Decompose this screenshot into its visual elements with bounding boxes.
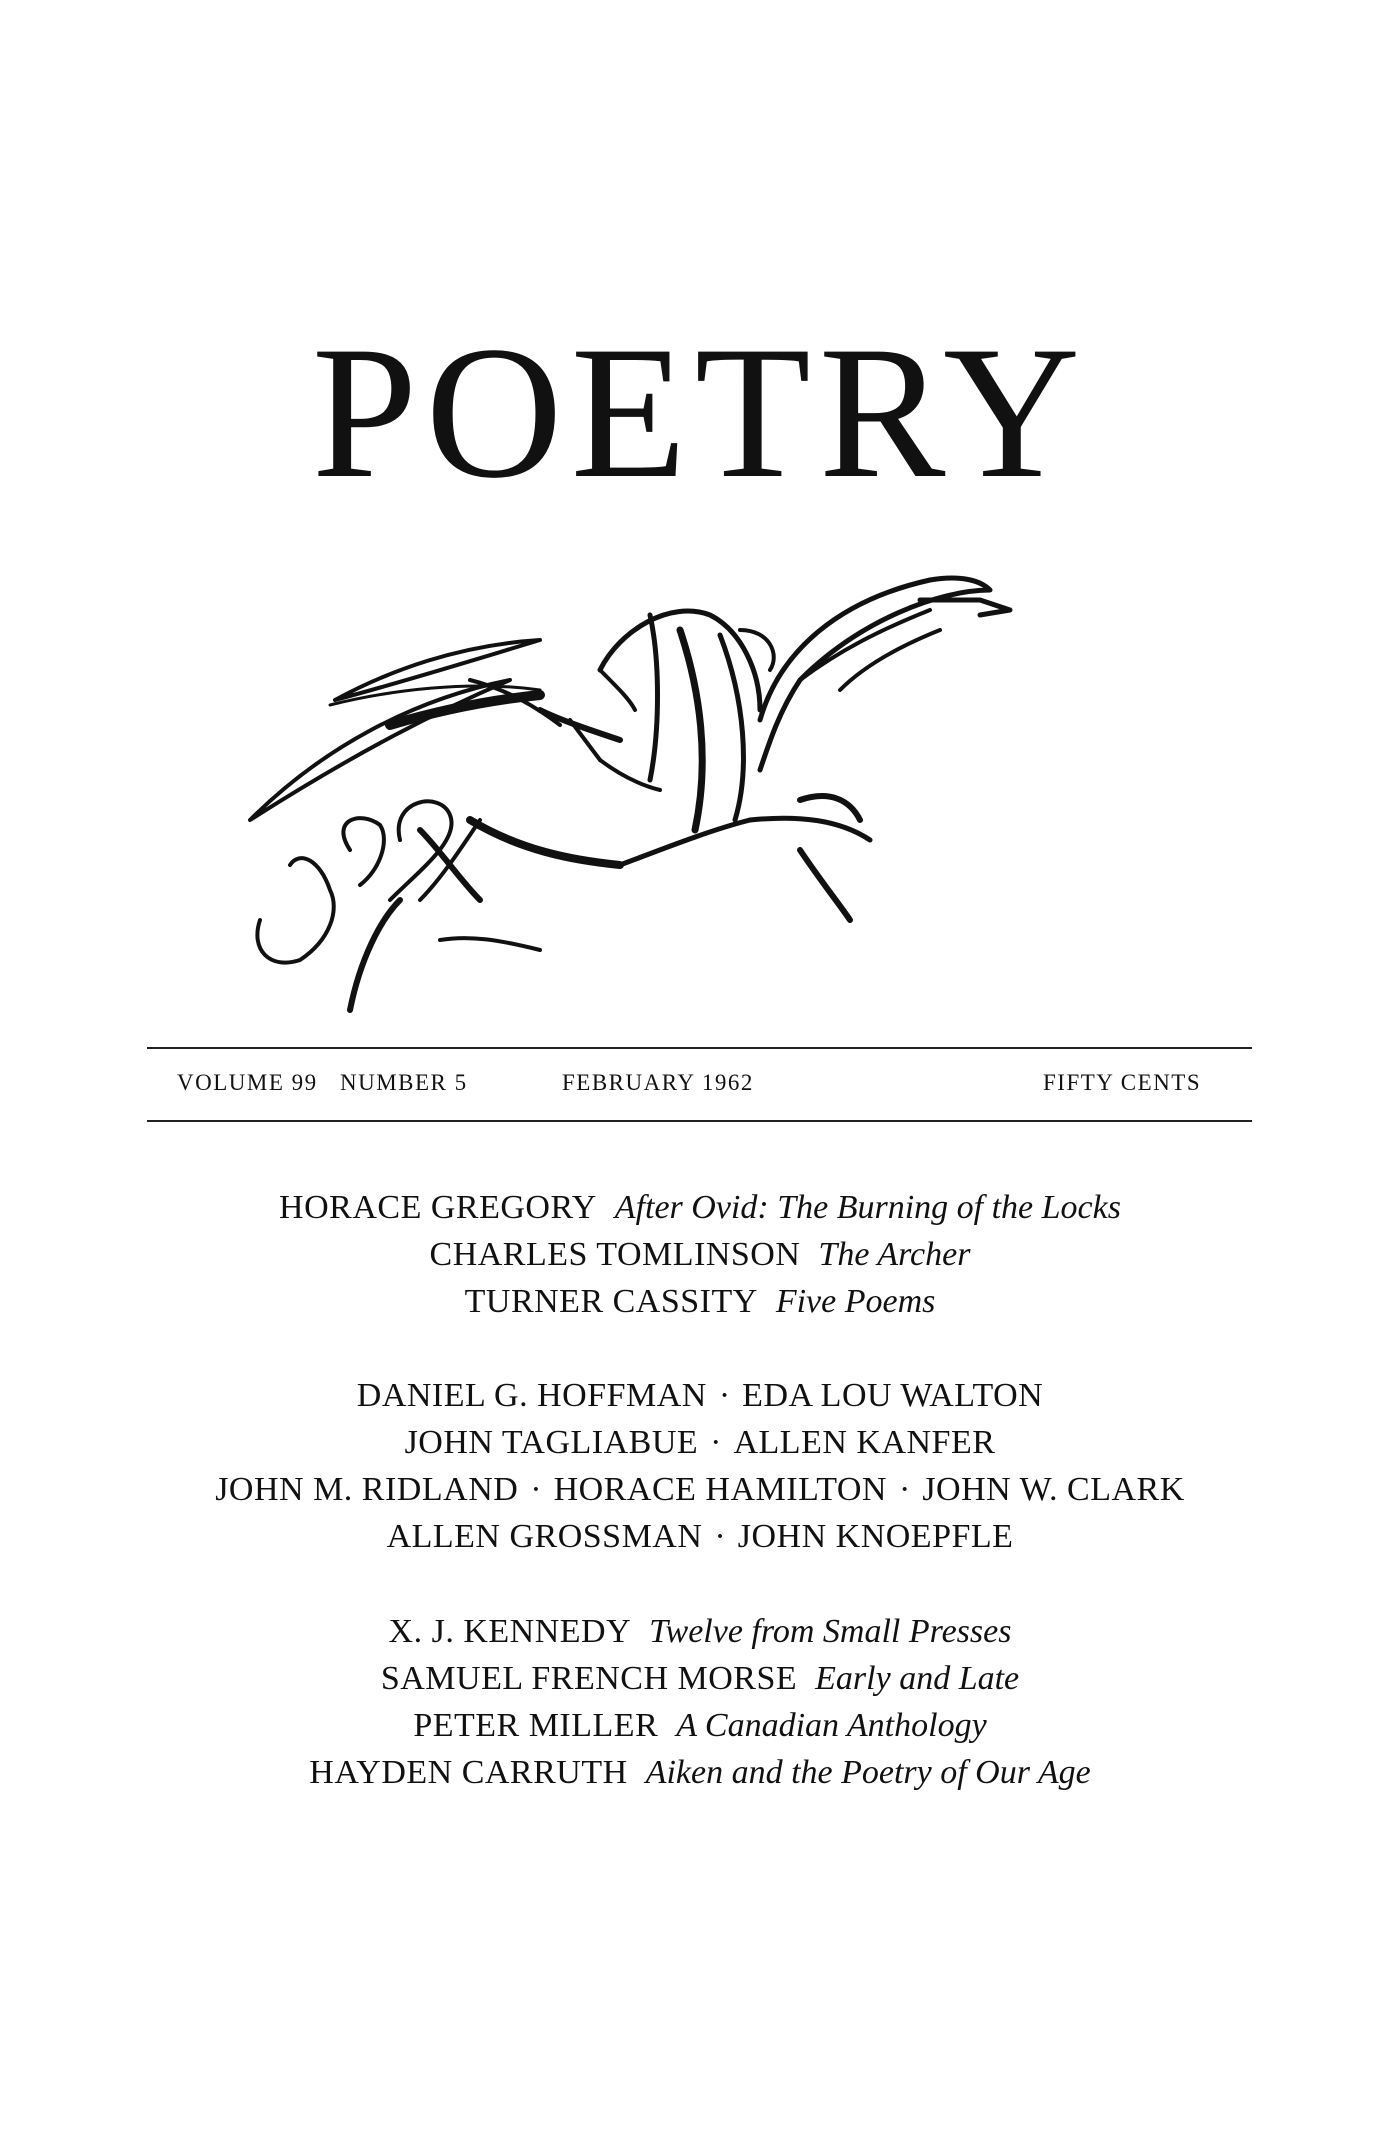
contents-line [0, 1513, 1400, 1560]
volume-label: VOLUME 99 [177, 1070, 318, 1095]
author-name: CHARLES TOMLINSON [429, 1236, 801, 1273]
author-name: PETER MILLER [413, 1707, 659, 1744]
magazine-title: POETRY [311, 308, 1089, 518]
contents-line [0, 1702, 1400, 1749]
issue-date: FEBRUARY 1962 [562, 1070, 754, 1095]
author-name: EDA LOU WALTON [742, 1377, 1044, 1414]
work-title: Twelve from Small Presses [649, 1613, 1012, 1650]
work-title: A Canadian Anthology [676, 1707, 987, 1744]
separator-dot: · [710, 1424, 722, 1461]
contents-line [0, 1372, 1400, 1419]
author-name: JOHN TAGLIABUE [404, 1424, 699, 1461]
author-name: JOHN W. CLARK [922, 1471, 1185, 1508]
author-name: SAMUEL FRENCH MORSE [380, 1660, 798, 1697]
author-name: TURNER CASSITY [464, 1283, 758, 1320]
work-title: The Archer [818, 1236, 971, 1273]
author-name: JOHN M. RIDLAND [215, 1471, 519, 1508]
author-name: X. J. KENNEDY [388, 1613, 632, 1650]
work-title: After Ovid: The Burning of the Locks [614, 1189, 1121, 1226]
work-title: Five Poems [775, 1283, 936, 1320]
author-name: HAYDEN CARRUTH [309, 1754, 628, 1791]
number-label: NUMBER 5 [340, 1070, 468, 1095]
contents-line [0, 1655, 1400, 1702]
reviews-contents [0, 1608, 1400, 1796]
author-name: HORACE HAMILTON [553, 1471, 887, 1508]
work-title: Aiken and the Poetry of Our Age [645, 1754, 1091, 1791]
feature-contents [0, 1184, 1400, 1325]
author-name: DANIEL G. HOFFMAN [356, 1377, 707, 1414]
contents-line [0, 1419, 1400, 1466]
contents-line [0, 1608, 1400, 1655]
contents-line [0, 1184, 1400, 1231]
price-label: FIFTY CENTS [1043, 1070, 1202, 1095]
work-title: Early and Late [815, 1660, 1020, 1697]
issue-info-bar [0, 1070, 1400, 1106]
author-name: HORACE GREGORY [279, 1189, 597, 1226]
contents-line [0, 1749, 1400, 1796]
pegasus-icon [240, 520, 1160, 1020]
poets-contents [0, 1372, 1400, 1560]
contents-line [0, 1466, 1400, 1513]
separator-dot: · [898, 1471, 911, 1508]
contents-line [0, 1231, 1400, 1278]
author-name: ALLEN KANFER [733, 1424, 996, 1461]
top-rule [147, 1047, 1252, 1049]
author-name: ALLEN GROSSMAN [386, 1518, 703, 1555]
separator-dot: · [530, 1471, 542, 1508]
bottom-rule [147, 1120, 1252, 1122]
contents-line [0, 1278, 1400, 1325]
author-name: JOHN KNOEPFLE [737, 1518, 1014, 1555]
separator-dot: · [714, 1518, 726, 1555]
separator-dot: · [718, 1377, 731, 1414]
